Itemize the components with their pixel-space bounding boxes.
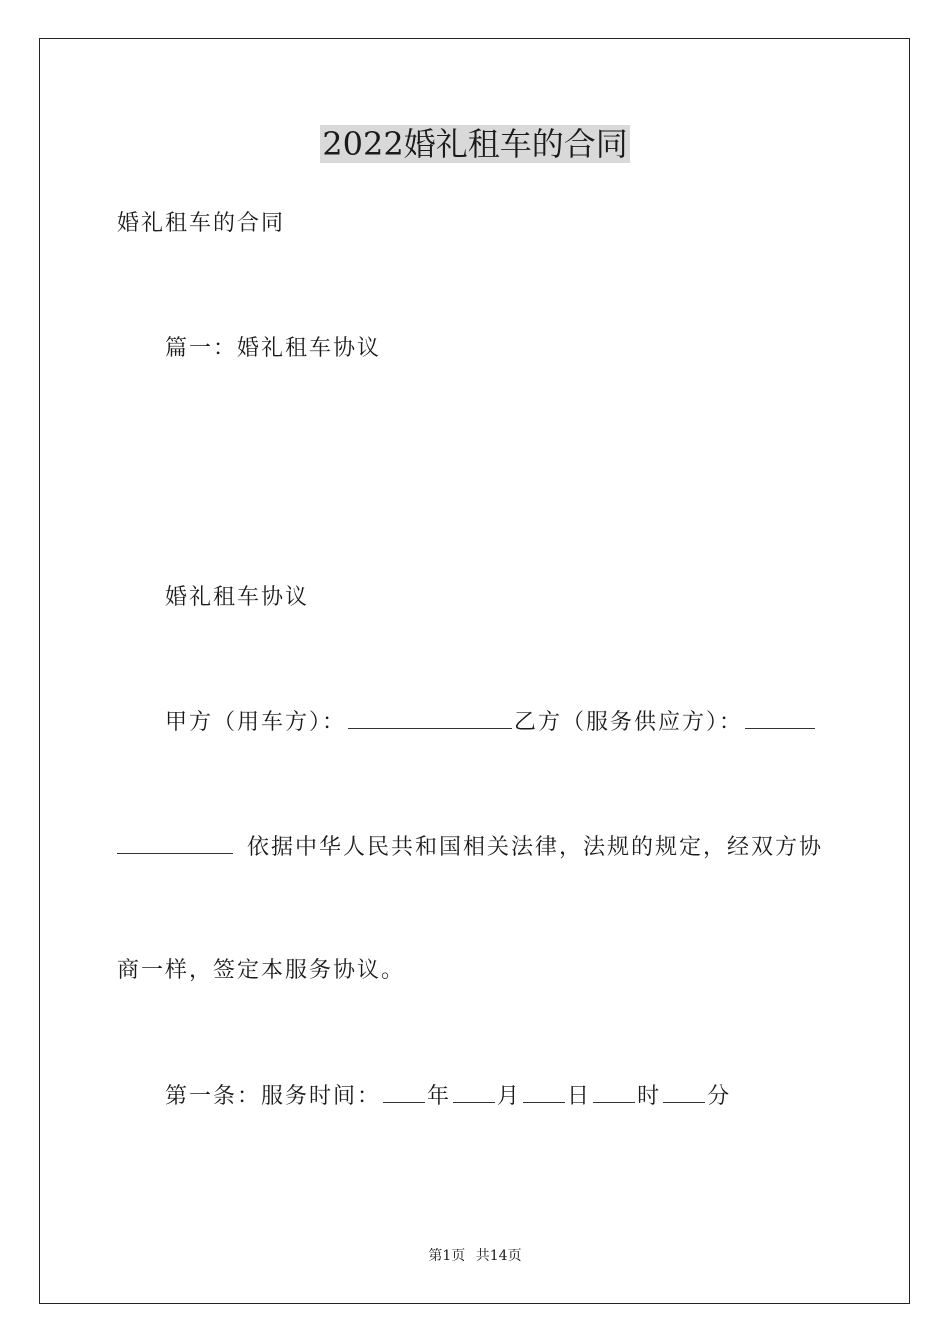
- intro-text-1: 依据中华人民共和国相关法律，法规的规定，经双方协: [247, 835, 824, 860]
- year-unit: 年: [427, 1084, 452, 1109]
- hour-blank[interactable]: [593, 1080, 635, 1103]
- article-1-label: 第一条：服务时间：: [165, 1084, 382, 1109]
- document-title: [0, 122, 950, 166]
- party-b-blank[interactable]: [745, 706, 815, 729]
- day-blank[interactable]: [523, 1080, 565, 1103]
- party-b-label: 乙方（服务供应方）：: [514, 710, 744, 735]
- party-a-blank[interactable]: [348, 706, 512, 729]
- page-current: 第1页: [428, 1248, 466, 1264]
- intro-line-2: 商一样，签定本服务协议。: [117, 958, 406, 983]
- hour-unit: 时: [637, 1084, 662, 1109]
- page-total: 共14页: [475, 1248, 522, 1264]
- party-line: [165, 706, 815, 739]
- article-1-line: [165, 1080, 731, 1113]
- month-unit: 月: [497, 1084, 522, 1109]
- intro-line-1: [117, 831, 823, 864]
- page-footer: [0, 1246, 950, 1266]
- chapter-heading: 篇一：婚礼租车协议: [165, 336, 382, 361]
- month-blank[interactable]: [453, 1080, 495, 1103]
- party-a-label: 甲方（用车方）：: [165, 710, 347, 735]
- document-title-text: 2022婚礼租车的合同: [322, 125, 628, 163]
- minute-unit: 分: [707, 1084, 732, 1109]
- year-blank[interactable]: [383, 1080, 425, 1103]
- minute-blank[interactable]: [663, 1080, 705, 1103]
- party-b-blank-continued[interactable]: [117, 831, 233, 854]
- document-subtitle: 婚礼租车的合同: [117, 211, 286, 236]
- day-unit: 日: [567, 1084, 592, 1109]
- agreement-title: 婚礼租车协议: [165, 585, 310, 610]
